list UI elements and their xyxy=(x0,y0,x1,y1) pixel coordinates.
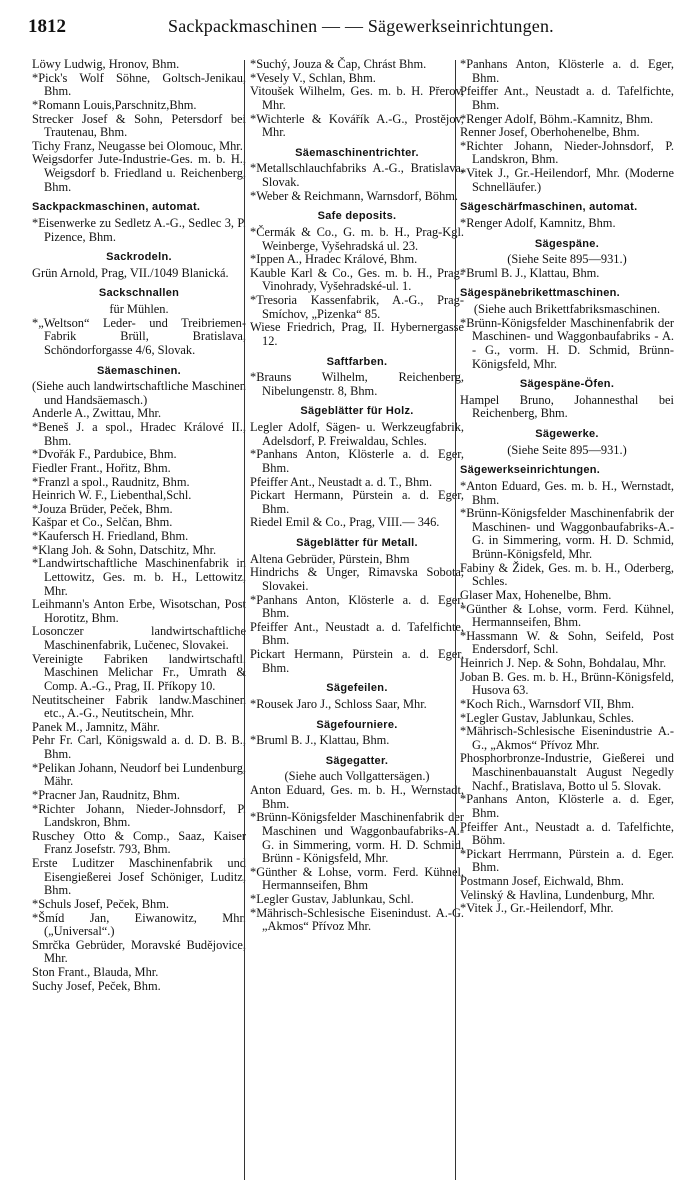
directory-entry: *Bruml B. J., Klattau, Bhm. xyxy=(250,733,390,748)
directory-entry: Hindrichs & Unger, Rimavska Sobota, Slovakei. xyxy=(250,565,464,593)
section-note: für Mühlen. xyxy=(109,302,169,316)
directory-entry: Pfeiffer Ant., Neustadt a. d. Tafelfichte, Bhm. xyxy=(460,84,674,112)
directory-entry: *Beneš J. a spol., Hradec Králové II., Bhm. xyxy=(32,420,246,448)
directory-entry: *Koch Rich., Warnsdorf VII, Bhm. xyxy=(460,696,635,711)
directory-entry: *Weber & Reichmann, Warnsdorf, Böhm. xyxy=(250,188,459,203)
directory-entry: *Wichterle & Kovářík A.-G., Prostějov, Mhr. xyxy=(250,111,464,140)
directory-entry: Pfeiffer Ant., Neustadt a. d. Tafelfichte, Böhm. xyxy=(460,819,674,848)
directory-entry: *Brünn-Königsfelder Maschinenfabrik der Maschinen und Waggonbaufabriks-A.-G. in Simmering, vorm. H. D. Schmid, Brünn - Königsfeld, Mhr. xyxy=(250,810,464,866)
directory-entry: Hampel Bruno, Johannesthal bei Reichenberg, Bhm. xyxy=(460,392,674,421)
section-note: (Siehe auch Vollgattersägen.) xyxy=(284,769,430,784)
directory-entry: Leihmann's Anton Erbe, Wisotschan, Post Horotitz, Bhm. xyxy=(32,597,246,625)
directory-entry: Postmann Josef, Eichwald, Bhm. xyxy=(460,874,624,888)
section-heading: Sägegatter. xyxy=(325,754,389,767)
section-heading: Sackrodeln. xyxy=(106,251,172,264)
directory-entry: Pehr Fr. Carl, Königswald a. d. D. B. B., Bhm. xyxy=(32,733,246,761)
directory-entry: *Metallschlauchfabriks A.-G., Bratislava, Slovak. xyxy=(250,161,464,189)
directory-entry: Tichy Franz, Neugasse bei Olomouc, Mhr. xyxy=(32,138,243,153)
directory-entry: *Jouza Brüder, Peček, Bhm. xyxy=(32,501,173,516)
directory-entry: Glaser Max, Hohenelbe, Bhm. xyxy=(460,587,612,602)
directory-entry: *Bruml B. J., Klattau, Bhm. xyxy=(460,265,600,280)
directory-entry: *Dvořák F., Pardubice, Bhm. xyxy=(32,447,177,462)
section-heading: Safe deposits. xyxy=(317,210,397,223)
directory-entry: Erste Luditzer Maschinenfabrik und Eisengießerei Josef Schöniger, Luditz, Bhm. xyxy=(32,856,246,898)
directory-entry: *Vitek J., Gr.-Heilendorf, Mhr. (Moderne Schnelläufer.) xyxy=(460,166,674,194)
directory-entry: *Čermák & Co., G. m. b. H., Prag-Kgl. Weinberge, Vyšehradská ul. 23. xyxy=(250,224,464,253)
section-heading: Sägespäne. xyxy=(534,237,600,250)
directory-entry: *Klang Joh. & Sohn, Datschitz, Mhr. xyxy=(32,542,217,557)
directory-entry: Legler Adolf, Sägen- u. Werkzeugfabrik, Adelsdorf, P. Freiwaldau, Schles. xyxy=(250,420,464,448)
directory-entry: *Legler Gustav, Jablunkau, Schl. xyxy=(250,892,414,906)
column-divider xyxy=(244,60,245,1180)
directory-entry: *Eisenwerke zu Sedletz A.-G., Sedlec 3, P. Pizence, Bhm. xyxy=(32,215,246,244)
directory-entry: Suchy Josef, Peček, Bhm. xyxy=(32,978,161,993)
directory-entry: *Richter Johann, Nieder-Johnsdorf, P. Landskron, Bhm. xyxy=(32,801,246,830)
directory-entry: Smrčka Gebrüder, Moravské Budějovice, Mhr. xyxy=(32,937,246,966)
directory-column-3 xyxy=(460,58,674,916)
section-heading: Sägespäne-Öfen. xyxy=(519,378,615,391)
directory-entry: *Renger Adolf, Böhm.-Kamnitz, Bhm. xyxy=(460,111,654,126)
directory-entry: *Kaufersch H. Friedland, Bhm. xyxy=(32,529,189,543)
directory-entry: Kauble Karl & Co., Ges. m. b. H., Prag-Vinohrady, Vyšehradské-ul. 1. xyxy=(250,265,464,294)
directory-entry: *Brauns Wilhelm, Reichenberg, Nibelungenstr. 8, Bhm. xyxy=(250,370,464,398)
directory-entry: Losonczer landwirtschaftliche Maschinenfabrik, Lučenec, Slovakei. xyxy=(32,624,246,652)
section-heading: Saftfarben. xyxy=(326,355,388,368)
directory-entry: Heinrich W. F., Liebenthal,Schl. xyxy=(32,488,192,503)
directory-entry: *Pracner Jan, Raudnitz, Bhm. xyxy=(32,787,180,802)
directory-entry: *Schuls Josef, Peček, Bhm. xyxy=(32,896,169,911)
section-note: (Siehe Seite 895—931.) xyxy=(507,442,627,457)
directory-entry: *Pick's Wolf Söhne, Goltsch-Jenikau, Bhm. xyxy=(32,70,246,99)
directory-entry: *Šmíd Jan, Eiwanowitz, Mhr. („Universal“.) xyxy=(32,910,246,939)
directory-entry: (Siehe auch landwirtschaftliche Maschinen und Handsäemasch.) xyxy=(32,379,246,407)
directory-entry: Anderle A., Zwittau, Mhr. xyxy=(32,406,162,421)
directory-entry: *Suchý, Jouza & Čap, Chrást Bhm. xyxy=(250,57,427,71)
directory-entry: *Panhans Anton, Klösterle a. d. Eger, Bhm. xyxy=(460,792,674,820)
directory-entry: *Pickart Herrmann, Pürstein a. d. Eger. Bhm. xyxy=(460,846,674,875)
directory-entry: Altena Gebrüder, Pürstein, Bhm xyxy=(250,551,410,566)
directory-entry: *Rousek Jaro J., Schloss Saar, Mhr. xyxy=(250,696,427,711)
section-heading: Sägeblätter für Metall. xyxy=(296,537,418,549)
section-heading: Sägespänebrikettmaschinen. xyxy=(460,287,621,300)
directory-entry: *Pelikan Johann, Neudorf bei Lundenburg, Mähr. xyxy=(32,760,246,789)
directory-entry: Pickart Hermann, Pürstein a. d. Eger, Bhm. xyxy=(250,488,464,516)
section-note: (Siehe auch Brikettfabriksmaschinen. xyxy=(473,302,661,316)
page-number: 1812 xyxy=(28,16,66,37)
directory-entry: *Ippen A., Hradec Králové, Bhm. xyxy=(250,252,418,267)
directory-column-1 xyxy=(32,58,246,993)
section-heading: Sägefeilen. xyxy=(326,682,388,695)
directory-entry: *Günther & Lohse, vorm. Ferd. Kühnel, Hermannseifen, Bhm xyxy=(250,864,464,893)
directory-entry: *Richter Johann, Nieder-Johnsdorf, P. Landskron, Bhm. xyxy=(460,138,674,167)
section-heading: Sägewerke. xyxy=(535,428,599,440)
directory-entry: *Panhans Anton, Klösterle a. d. Eger, Bhm. xyxy=(250,447,464,475)
directory-entry: Weigsdorfer Jute-Industrie-Ges. m. b. H., Weigsdorf b. Friedland u. Reichenberg, Bhm. xyxy=(32,152,246,194)
directory-entry: Pickart Hermann, Pürstein a. d. Eger, Bhm. xyxy=(250,647,464,675)
directory-entry: *Legler Gustav, Jablunkau, Schles. xyxy=(460,710,635,725)
directory-entry: Vereinigte Fabriken landwirtschaftl. Maschinen Melichar Fr., Umrath & Comp. A.-G., Prag, II. Příkopy 10. xyxy=(32,651,246,693)
directory-entry: *Vitek J., Gr.-Heilendorf, Mhr. xyxy=(460,901,614,916)
directory-entry: Velinský & Havlina, Lundenburg, Mhr. xyxy=(460,887,655,902)
section-heading: Sackpackmaschinen, automat. xyxy=(32,201,201,214)
directory-entry: *Mährisch-Schlesische Eisenindust. A.-G. „Akmos“ Přívoz Mhr. xyxy=(250,905,464,934)
directory-entry: *Romann Louis,Parschnitz,Bhm. xyxy=(32,97,197,112)
directory-entry: *Panhans Anton, Klösterle a. d. Eger, Bhm. xyxy=(250,592,464,621)
section-heading: Säemaschinen. xyxy=(97,364,181,377)
directory-entry: *Hassmann W. & Sohn, Seifeld, Post Endersdorf, Schl. xyxy=(460,628,674,657)
directory-entry: Anton Eduard, Ges. m. b. H., Wernstadt, Bhm. xyxy=(250,783,464,811)
directory-entry: Renner Josef, Oberhohenelbe, Bhm. xyxy=(460,125,640,140)
directory-entry: *Franzl a spol., Raudnitz, Bhm. xyxy=(32,474,190,489)
directory-entry: *„Weltson“ Leder- und Treibriemen-Fabrik Brüll, Bratislava, Schöndorforgasse 4/6, Slovak. xyxy=(32,315,246,357)
section-heading: Sägefourniere. xyxy=(316,718,398,731)
directory-entry: Fiedler Frant., Hořitz, Bhm. xyxy=(32,460,171,475)
directory-entry: Pfeiffer Ant., Neustadt a. d. Tafelfichte, Bhm. xyxy=(250,619,464,648)
directory-entry: *Günther & Lohse, vorm. Ferd. Kühnel, Hermannseifen, Bhm. xyxy=(460,601,674,630)
directory-entry: Pfeiffer Ant., Neustadt a. d. T., Bhm. xyxy=(250,474,433,489)
directory-entry: *Brünn-Königsfelder Maschinenfabrik der Maschinen- und Waggonbaufabriks - A. - G., vorm. H. D. Schmid, Brünn-Königsfeld, Mhr. xyxy=(460,315,674,371)
directory-entry: Neutitscheiner Fabrik landw.Maschinen etc., A.-G., Neutitschein, Mhr. xyxy=(32,692,246,721)
directory-entry: *Panhans Anton, Klösterle a. d. Eger, Bhm. xyxy=(460,57,674,85)
directory-entry: Wiese Friedrich, Prag, II. Hybernergasse 12. xyxy=(250,320,464,348)
directory-entry: Panek M., Jamnitz, Mähr. xyxy=(32,719,160,734)
section-heading: Sägeblätter für Holz. xyxy=(300,405,414,418)
directory-entry: Kašpar et Co., Selčan, Bhm. xyxy=(32,515,173,530)
directory-entry: *Tresoria Kassenfabrik, A.-G., Prag-Smíchov, „Pizenka“ 85. xyxy=(250,293,464,321)
section-heading: Sägewerkseinrichtungen. xyxy=(460,464,601,477)
directory-entry: *Renger Adolf, Kamnitz, Bhm. xyxy=(460,215,616,230)
directory-entry: Strecker Josef & Sohn, Petersdorf bei Trautenau, Bhm. xyxy=(32,111,246,140)
directory-entry: Ruschey Otto & Comp., Saaz, Kaiser Franz Josefstr. 793, Bhm. xyxy=(32,828,246,857)
directory-entry: *Landwirtschaftliche Maschinenfabrik in Lettowitz, Ges. m. b. H., Lettowitz, Mhr. xyxy=(32,556,246,598)
directory-entry: Heinrich J. Nep. & Sohn, Bohdalau, Mhr. xyxy=(460,656,667,670)
section-note: (Siehe Seite 895—931.) xyxy=(507,252,627,267)
section-heading: Säemaschinentrichter. xyxy=(295,146,419,159)
directory-entry: *Mährisch-Schlesische Eisenindustrie A.-G., „Akmos“ Přívoz Mhr. xyxy=(460,724,674,752)
directory-entry: *Brünn-Königsfelder Maschinenfabrik der Maschinen- und Waggonbaufabriks-A.-G. in Simmering, vorm. H. D. Schmid, Brünn-Königsfeld, Mhr. xyxy=(460,506,674,561)
directory-column-2 xyxy=(250,58,464,934)
directory-entry: Fabiny & Židek, Ges. m. b. H., Oderberg, Schles. xyxy=(460,560,674,589)
directory-entry: *Anton Eduard, Ges. m. b. H., Wernstadt, Bhm. xyxy=(460,478,674,507)
directory-entry: Grün Arnold, Prag, VII./1049 Blanická. xyxy=(32,265,229,280)
directory-entry: *Vesely V., Schlan, Bhm. xyxy=(250,70,376,85)
directory-entry: Löwy Ludwig, Hronov, Bhm. xyxy=(32,57,180,71)
running-title: Sackpackmaschinen — — Sägewerkseinrichtungen. xyxy=(168,16,554,36)
column-divider xyxy=(455,60,456,1180)
directory-entry: Joban B. Ges. m. b. H., Brünn-Königsfeld, Husova 63. xyxy=(460,669,674,698)
section-heading: Sackschnallen xyxy=(98,287,180,300)
directory-entry: Riedel Emil & Co., Prag, VIII.— 346. xyxy=(250,515,440,530)
page-header xyxy=(28,12,668,42)
directory-entry: Vitoušek Wilhelm, Ges. m. b. H. Přerov, Mhr. xyxy=(250,84,464,112)
section-heading: Sägeschärfmaschinen, automat. xyxy=(460,201,638,214)
directory-entry: Ston Frant., Blauda, Mhr. xyxy=(32,965,159,979)
directory-entry: Phosphorbronze-Industrie, Gießerei und Maschinenbauanstalt August Negedly Nachf., Bratislava, Botto ul 5. Slovak. xyxy=(460,751,674,793)
